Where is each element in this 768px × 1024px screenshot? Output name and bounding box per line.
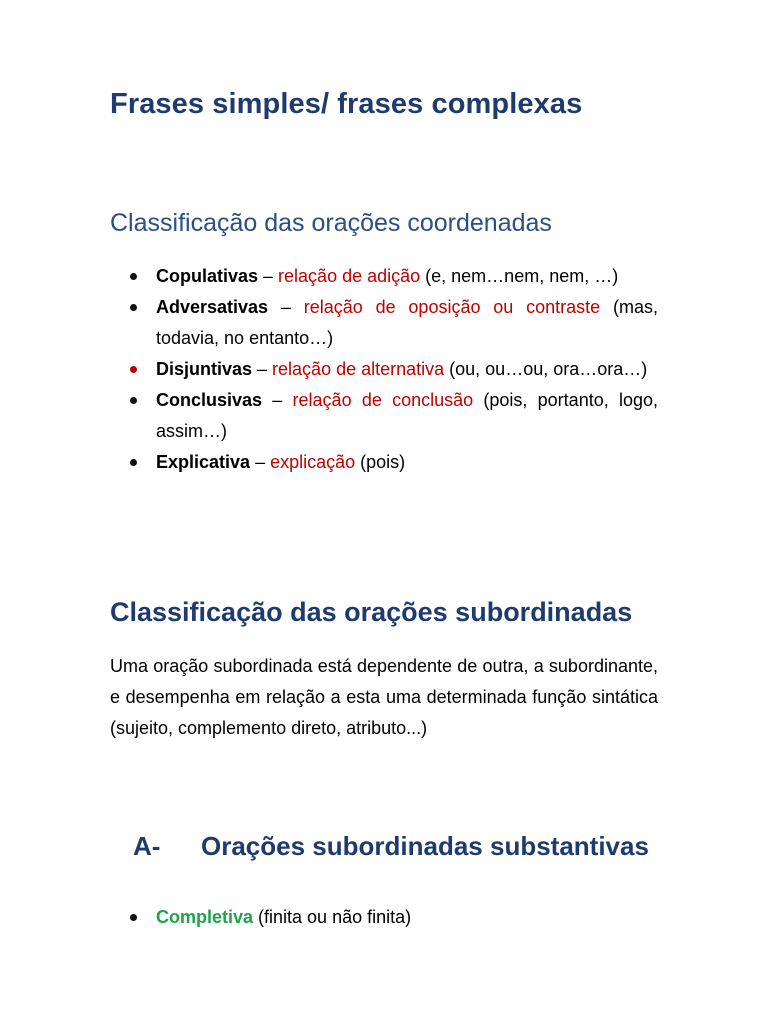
bullet-icon	[130, 397, 137, 404]
relation-text: explicação	[270, 452, 356, 472]
bullet-icon	[130, 304, 137, 311]
clause-type: Adversativas	[156, 297, 269, 317]
list-item	[130, 261, 658, 292]
list-item	[130, 292, 658, 354]
section-a-heading	[133, 831, 649, 862]
dash: –	[262, 390, 293, 410]
examples-text: (pois, portanto, logo, assim…)	[156, 390, 658, 441]
clause-type: Disjuntivas	[156, 359, 253, 379]
list-item	[130, 447, 658, 478]
note-text: (finita ou não finita)	[253, 907, 412, 927]
dash: –	[250, 452, 271, 472]
examples-text: (pois)	[355, 452, 406, 472]
dash: –	[252, 359, 273, 379]
page-title: Frases simples/ frases complexas	[110, 88, 583, 120]
bullet-icon	[130, 459, 137, 466]
section-letter: A-	[133, 831, 161, 861]
section-title: Orações subordinadas substantivas	[201, 831, 649, 861]
list-item	[130, 385, 658, 447]
examples-text: (mas, todavia, no entanto…)	[156, 297, 658, 348]
coordinated-list	[130, 261, 658, 478]
bullet-icon	[130, 366, 137, 373]
relation-text: relação de alternativa	[272, 359, 445, 379]
clause-type: Completiva	[156, 907, 254, 927]
bullet-icon	[130, 273, 137, 280]
coordinated-heading: Classificação das orações coordenadas	[110, 209, 552, 237]
relation-text: relação de oposição ou contraste	[303, 297, 601, 317]
subordinate-heading: Classificação das orações subordinadas	[110, 597, 633, 627]
subordinate-paragraph: Uma oração subordinada está dependente de outra, a subordinante, e desempenha em relação a esta uma determinada função sintática (sujeito, complemento direto, atributo...)	[110, 656, 658, 738]
examples-text: (e, nem…nem, nem, …)	[420, 266, 619, 286]
clause-type: Conclusivas	[156, 390, 263, 410]
relation-text: relação de adição	[278, 266, 421, 286]
clause-type: Explicativa	[156, 452, 251, 472]
dash: –	[258, 266, 279, 286]
substantive-list	[130, 902, 658, 933]
dash: –	[268, 297, 304, 317]
examples-text: (ou, ou…ou, ora…ora…)	[444, 359, 648, 379]
clause-type: Copulativas	[156, 266, 259, 286]
list-item	[130, 354, 658, 385]
list-item	[130, 902, 658, 933]
relation-text: relação de conclusão	[292, 390, 474, 410]
bullet-icon	[130, 914, 137, 921]
